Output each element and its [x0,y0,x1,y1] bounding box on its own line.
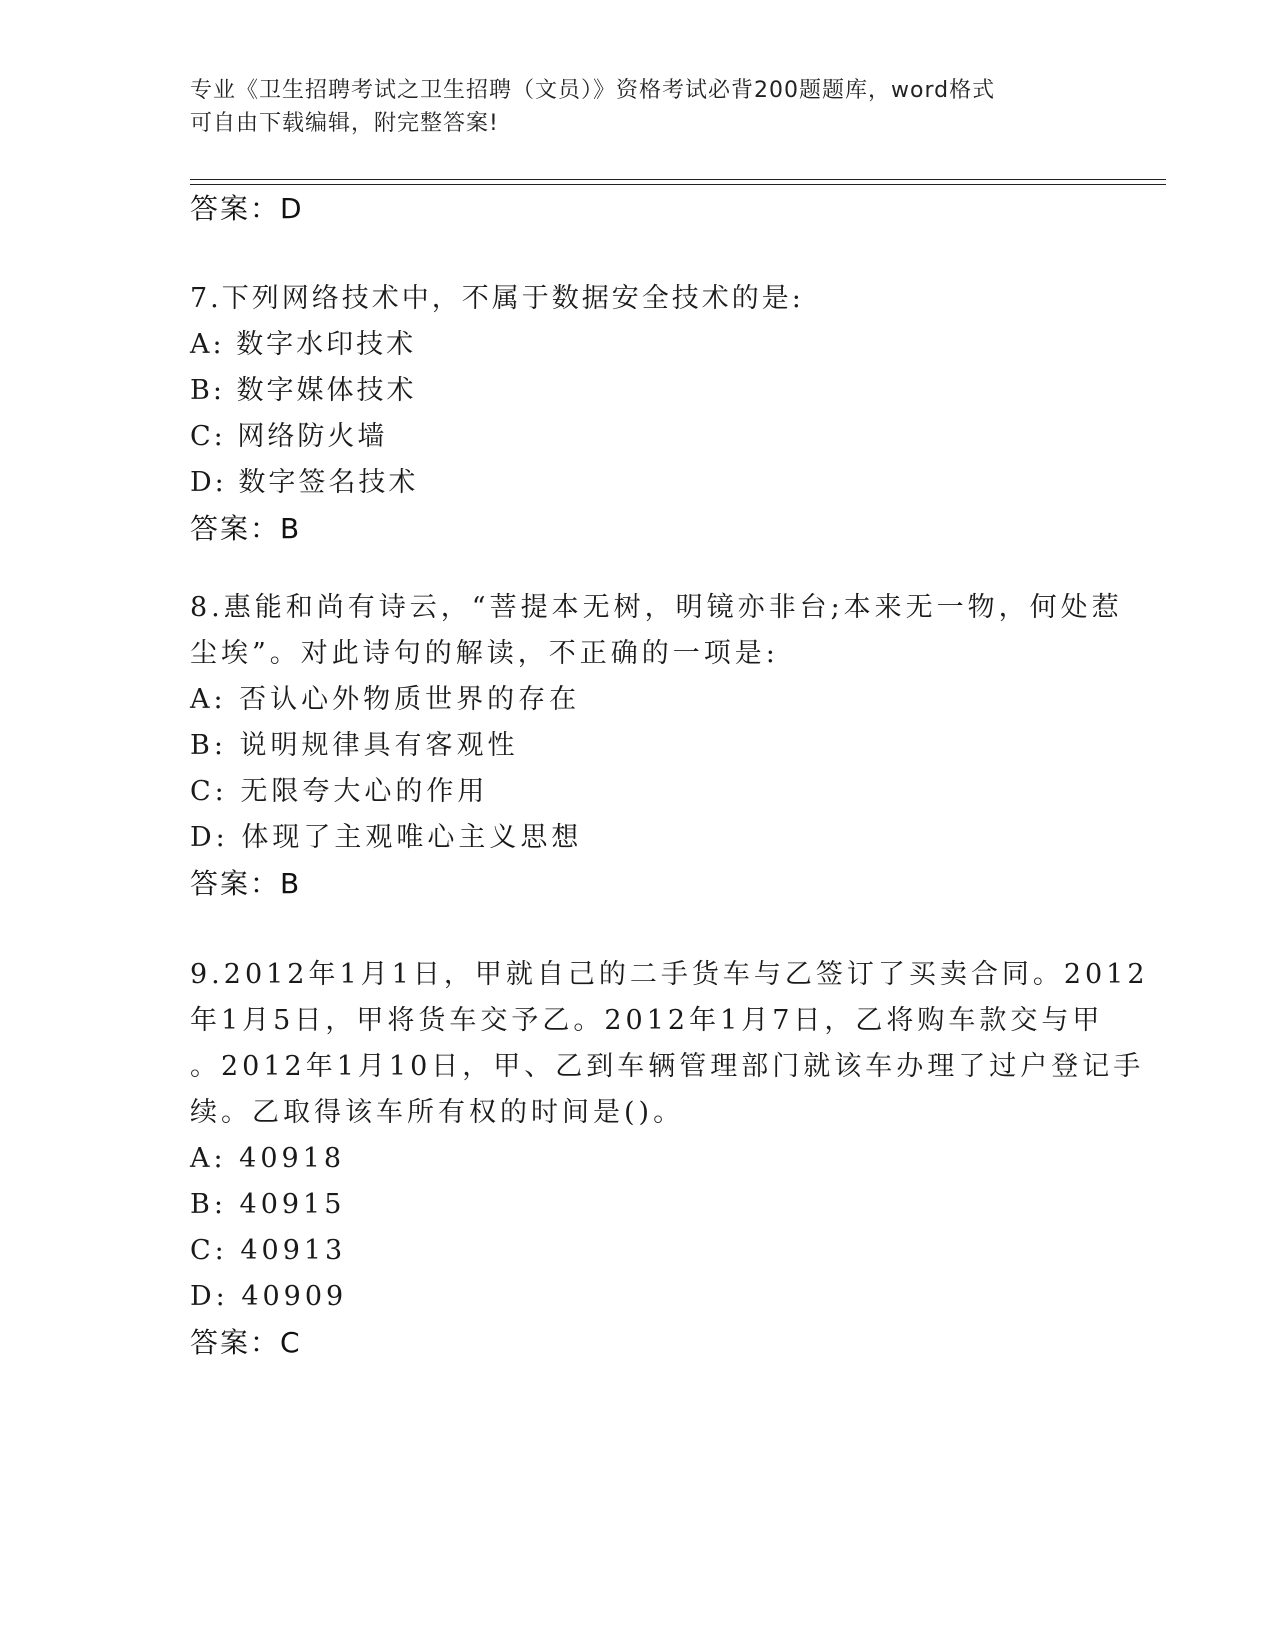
document-header [190,74,1090,140]
header-rule-top [190,179,1166,180]
question-9-text-line-3: 。2012年1月10日，甲、乙到车辆管理部门就该车办理了过户登记手 [190,1051,1145,1082]
question-9-option-c: C: 40913 [190,1235,347,1266]
question-9-text-line-4: 续。乙取得该车所有权的时间是()。 [190,1097,685,1128]
question-9-option-d: D: 40909 [190,1281,348,1312]
question-8-text-line-2: 尘埃”。对此诗句的解读，不正确的一项是: [190,638,779,669]
question-7-text: 7.下列网络技术中，不属于数据安全技术的是: [190,283,804,314]
question-8-option-c: C: 无限夸大心的作用 [190,776,489,807]
question-8-text-line-1: 8.惠能和尚有诗云，“菩提本无树，明镜亦非台;本来无一物，何处惹 [190,592,1123,623]
question-9-answer: 答案：C [190,1326,302,1359]
header-rule-bottom [190,184,1166,185]
question-9-option-a: A: 40918 [190,1143,346,1174]
question-7-option-a: A: 数字水印技术 [190,329,417,360]
answer-prev: 答案：D [190,192,304,225]
question-7-option-b: B: 数字媒体技术 [190,375,417,406]
question-7-option-c: C: 网络防火墙 [190,421,388,452]
question-8-answer: 答案：B [190,867,302,900]
header-line-1: 专业《卫生招聘考试之卫生招聘（文员）》资格考试必背200题题库，word格式 [190,78,996,103]
question-9-text-line-2: 年1月5日，甲将货车交予乙。2012年1月7日，乙将购车款交与甲 [190,1005,1104,1036]
previous-answer-block [190,186,1090,232]
question-7 [190,276,1090,552]
question-8-option-d: D: 体现了主观唯心主义思想 [190,822,583,853]
question-8-option-b: B: 说明规律具有客观性 [190,730,519,761]
question-7-option-d: D: 数字签名技术 [190,467,419,498]
question-7-answer: 答案：B [190,512,302,545]
question-9-text-line-1: 9.2012年1月1日，甲就自己的二手货车与乙签订了买卖合同。2012 [190,959,1149,990]
header-line-2: 可自由下载编辑，附完整答案! [190,111,499,136]
question-9-option-b: B: 40915 [190,1189,346,1220]
question-9 [190,952,1149,1366]
question-8-option-a: A: 否认心外物质世界的存在 [190,684,581,715]
question-8 [190,585,1123,907]
